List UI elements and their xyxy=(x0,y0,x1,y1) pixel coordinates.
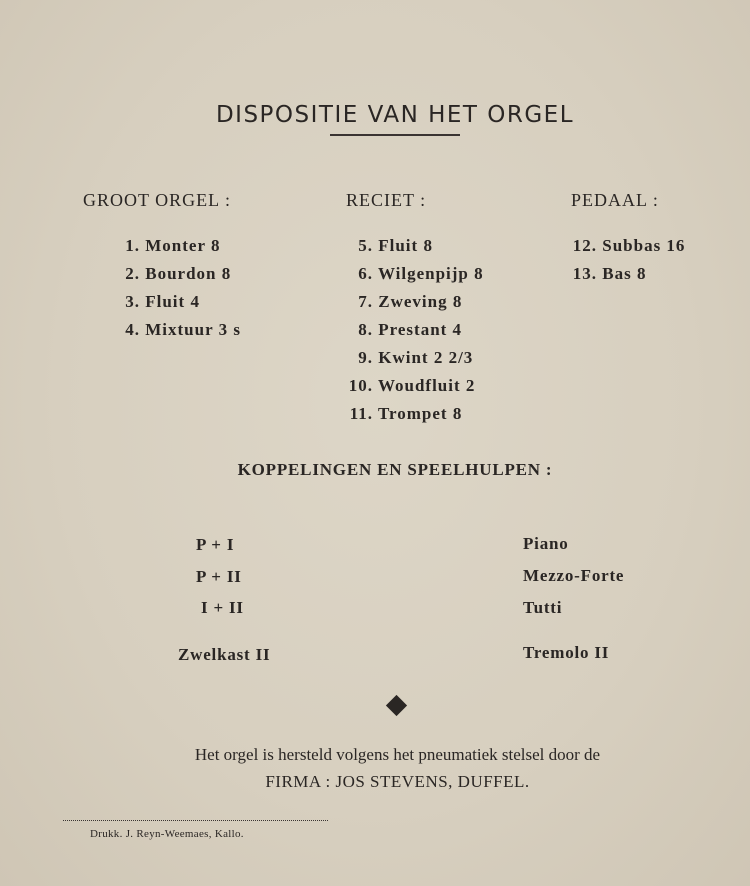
stop-item: 12. Subbas 16 xyxy=(572,236,686,255)
stop-item: 9. Kwint 2 2/3 xyxy=(358,348,474,367)
stop-item: 1. Monter 8 xyxy=(125,236,221,255)
footer-line-2: FIRMA : JOS STEVENS, DUFFEL. xyxy=(265,772,530,791)
printer-credit: Drukk. J. Reyn-Weemaes, Kallo. xyxy=(90,828,244,840)
title-underline xyxy=(330,134,460,136)
stop-item: 6. Wilgenpijp 8 xyxy=(358,264,484,283)
stop-item: 5. Fluit 8 xyxy=(358,236,433,255)
page-title: DISPOSITIE VAN HET ORGEL xyxy=(215,102,575,128)
footer-line-1: Het orgel is hersteld volgens het pneumatiek stelsel door de xyxy=(194,745,601,764)
coupler-item: Zwelkast II xyxy=(178,645,271,664)
stop-item: 13. Bas 8 xyxy=(572,264,647,283)
coupler-item: P + I xyxy=(196,535,235,554)
stop-item: 3. Fluit 4 xyxy=(125,292,200,311)
stop-item: 2. Bourdon 8 xyxy=(125,264,232,283)
stop-item: 4. Mixtuur 3 s xyxy=(125,320,241,339)
stop-item: 10. Woudfluit 2 xyxy=(348,376,476,395)
heading-reciet: RECIET : xyxy=(346,190,427,210)
couplers-heading: KOPPELINGEN EN SPEELHULPEN : xyxy=(237,460,553,479)
aid-item: Piano xyxy=(523,534,569,553)
stop-item: 7. Zweving 8 xyxy=(358,292,463,311)
printer-divider xyxy=(63,820,328,821)
heading-pedaal: PEDAAL : xyxy=(571,190,659,210)
heading-groot-orgel: GROOT ORGEL : xyxy=(83,190,231,210)
aid-item: Tutti xyxy=(523,598,563,617)
coupler-item: P + II xyxy=(196,567,242,586)
diamond-ornament-icon xyxy=(386,695,407,716)
aid-item: Tremolo II xyxy=(523,643,610,662)
aid-item: Mezzo-Forte xyxy=(523,566,625,585)
stop-item: 8. Prestant 4 xyxy=(358,320,463,339)
stop-item: 11. Trompet 8 xyxy=(349,404,463,423)
coupler-item: I + II xyxy=(201,598,244,617)
